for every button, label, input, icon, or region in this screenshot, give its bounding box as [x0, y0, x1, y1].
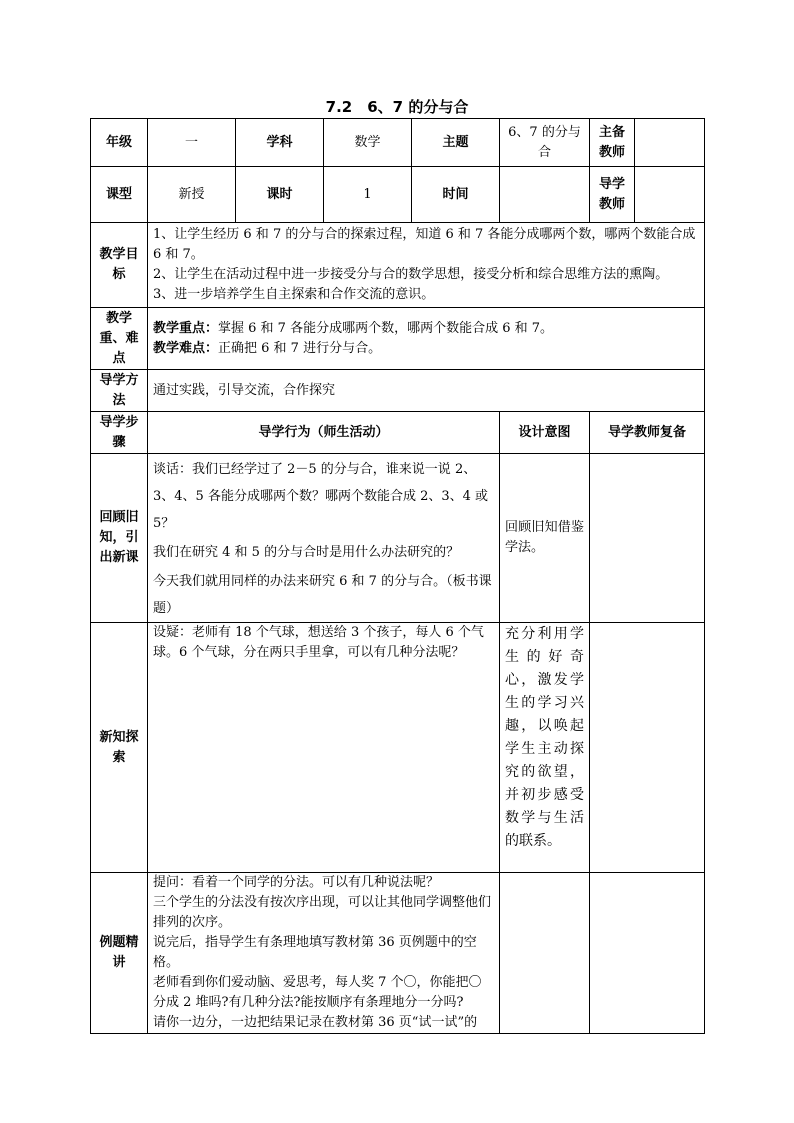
design-intent: [500, 873, 590, 1034]
key-point-label: 教学重点：: [153, 320, 219, 336]
topic-value: 6、7 的分与合: [500, 119, 590, 167]
subject-label: 学科: [236, 119, 324, 167]
goals-row: [91, 223, 705, 308]
review-section-row: [91, 454, 705, 623]
guide-teacher-value: [635, 167, 705, 223]
key-points-content: [148, 308, 705, 370]
review-notes: [590, 623, 705, 873]
grade-label: 年级: [91, 119, 148, 167]
design-intent: 充分利用学生的好奇心，激发学生的学习兴趣，以唤起学生主动探究的欲望，并初步感受数学与生活的联系。: [500, 623, 590, 873]
key-points-row: [91, 308, 705, 370]
content-line: 设疑：老师有 18 个气球，想送给 3 个孩子，每人 6 个气球。6 个气球，分在两只手里拿，可以有几种分法呢？: [153, 625, 484, 660]
period-value: 1: [324, 167, 412, 223]
example-section-row: [91, 873, 705, 1034]
period-label: 课时: [236, 167, 324, 223]
type-value: 新授: [148, 167, 236, 223]
content-line: 我们在研究 4 和 5 的分与合时是用什么办法研究的？: [153, 545, 460, 560]
grade-value: 一: [148, 119, 236, 167]
section-label: 新知探索: [91, 623, 148, 873]
content-line: 今天我们就用同样的办法来研究 6 和 7 的分与合。（板书课题）: [153, 574, 492, 616]
lesson-plan-table: [90, 118, 705, 1034]
method-text: 通过实践，引导交流，合作探究: [148, 370, 705, 412]
content-line: 谈话：我们已经学过了 2－5 的分与合，谁来说一说 2、3、4、5 各能分成哪两个数？哪两个数能合成 2、3、4 或 5？: [153, 462, 489, 531]
time-label: 时间: [412, 167, 500, 223]
review-header: 导学教师复备: [590, 412, 705, 454]
section-content: [148, 454, 500, 623]
content-line: 老师看到你们爱动脑、爱思考，每人奖 7 个〇，你能把〇分成 2 堆吗?有几种分法?能按顺序有条理地分一分吗?: [153, 975, 482, 1010]
review-notes: [590, 454, 705, 623]
steps-label: 导学步骤: [91, 412, 148, 454]
review-notes: [590, 873, 705, 1034]
goal-item: 2、让学生在活动过程中进一步接受分与合的数学思想，接受分析和综合思维方法的熏陶。: [153, 267, 669, 282]
time-value: [500, 167, 590, 223]
goal-item: 1、让学生经历 6 和 7 的分与合的探索过程，知道 6 和 7 各能分成哪两个数，哪两个数能合成 6 和 7。: [153, 227, 696, 262]
difficult-point-label: 教学难点：: [153, 340, 219, 356]
goals-label: 教学目标: [91, 223, 148, 308]
explore-section-row: [91, 623, 705, 873]
steps-header-row: [91, 412, 705, 454]
subject-value: 数学: [324, 119, 412, 167]
header-row-1: [91, 119, 705, 167]
content-line: 三个学生的分法没有按次序出现，可以让其他同学调整他们排列的次序。: [153, 895, 492, 930]
method-row: [91, 370, 705, 412]
guide-teacher-label: 导学教师: [590, 167, 635, 223]
content-line: 说完后，指导学生有条理地填写教材第 36 页例题中的空格。: [153, 935, 477, 970]
content-line: 请你一边分，一边把结果记录在教材第 36 页“试一试”的: [153, 1015, 478, 1030]
lead-teacher-label: 主备教师: [590, 119, 635, 167]
section-content: [148, 873, 500, 1034]
difficult-point-text: 正确把 6 和 7 进行分与合。: [218, 340, 382, 356]
type-label: 课型: [91, 167, 148, 223]
key-points-label: 教学重、难点: [91, 308, 148, 370]
section-content: [148, 623, 500, 873]
design-intent: 回顾旧知借鉴学法。: [500, 454, 590, 623]
goal-item: 3、进一步培养学生自主探索和合作交流的意识。: [153, 287, 435, 302]
header-row-2: [91, 167, 705, 223]
lead-teacher-value: [635, 119, 705, 167]
topic-label: 主题: [412, 119, 500, 167]
section-label: 例题精讲: [91, 873, 148, 1034]
document-title: 7.2 6、7 的分与合: [325, 98, 469, 116]
design-header: 设计意图: [500, 412, 590, 454]
content-line: 提问：看着一个同学的分法。可以有几种说法呢？: [153, 875, 440, 890]
section-label: 回顾旧知，引出新课: [91, 454, 148, 623]
activity-header: 导学行为（师生活动）: [148, 412, 500, 454]
method-label: 导学方法: [91, 370, 148, 412]
key-point-text: 掌握 6 和 7 各能分成哪两个数，哪两个数能合成 6 和 7。: [218, 320, 554, 336]
goals-content: [148, 223, 705, 308]
